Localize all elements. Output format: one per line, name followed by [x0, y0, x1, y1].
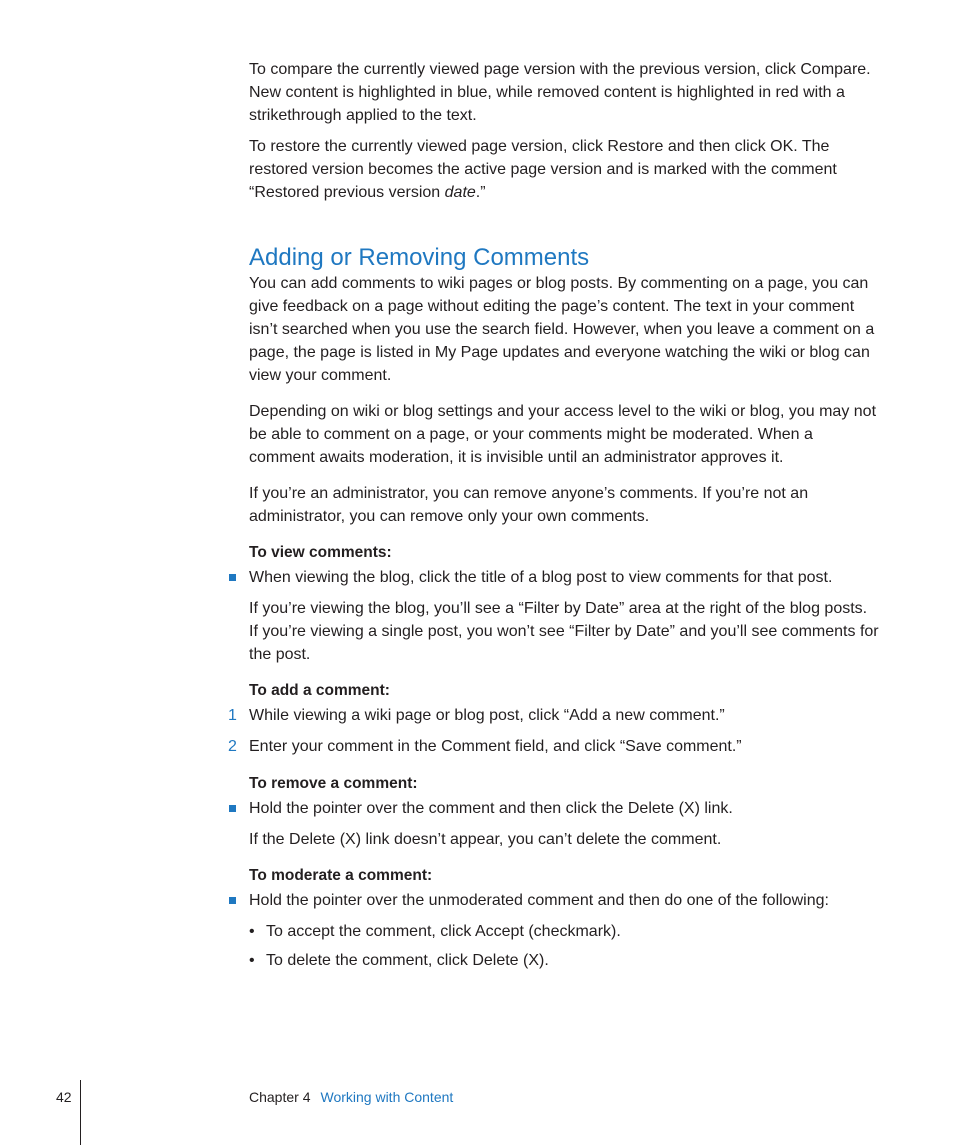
add-comment-step [228, 735, 879, 758]
dot-bullet-icon: • [249, 923, 255, 940]
square-bullet-icon [229, 805, 236, 812]
comments-intro-paragraph: You can add comments to wiki pages or blog posts. By commenting on a page, you can give feedback on a page without editing the page’s content. The text in your comment isn’t searched when you use the search field. However, when you leave a comment on a page, the page is listed in My Page updates and everyone watching the wiki or blog can view your comment. [249, 275, 875, 384]
dot-bullet-icon: • [249, 952, 255, 969]
square-bullet-icon [229, 574, 236, 581]
remove-comment-heading: To remove a comment: [249, 775, 418, 792]
moderate-sub-item-text: To accept the comment, click Accept (checkmark). [266, 923, 621, 940]
square-bullet-icon [229, 897, 236, 904]
compare-paragraph: To compare the currently viewed page version with the previous version, click Compare. New content is highlighted in blue, while removed content is highlighted in red with a strikethrough applied to the text. [249, 61, 871, 124]
view-comments-heading: To view comments: [249, 544, 392, 561]
step-number: 2 [228, 738, 237, 755]
section-heading: Adding or Removing Comments [249, 244, 590, 271]
restore-date-italic: date [444, 184, 476, 201]
chapter-reference [249, 1089, 453, 1105]
footer-divider [80, 1080, 81, 1145]
remove-comment-bullet [249, 797, 879, 820]
step-text: Enter your comment in the Comment field, and click “Save comment.” [249, 738, 742, 755]
page-footer [0, 1080, 954, 1145]
add-comment-heading: To add a comment: [249, 682, 390, 699]
chapter-label: Chapter 4 [249, 1089, 311, 1105]
restore-paragraph [249, 135, 879, 204]
remove-comment-bullet-text: Hold the pointer over the comment and then click the Delete (X) link. [249, 800, 733, 817]
page-number: 42 [56, 1089, 72, 1105]
moderate-sub-item [249, 920, 879, 943]
restore-text: To restore the currently viewed page version, click Restore and then click OK. The restored version becomes the active page version and is marked with the comment “Restored previous version [249, 138, 837, 201]
view-comments-note: If you’re viewing the blog, you’ll see a “Filter by Date” area at the right of the blog posts. If you’re viewing a single post, you won’t see “Filter by Date” and you’ll see comments for the post. [249, 600, 879, 663]
moderate-comment-bullet [249, 889, 879, 912]
chapter-title: Working with Content [320, 1089, 454, 1105]
view-comments-bullet [249, 566, 879, 589]
view-comments-bullet-text: When viewing the blog, click the title of a blog post to view comments for that post. [249, 569, 833, 586]
page-content [228, 58, 879, 978]
restore-text-end: .” [475, 184, 486, 201]
add-comment-step [228, 704, 879, 727]
moderation-paragraph: Depending on wiki or blog settings and your access level to the wiki or blog, you may not be able to comment on a page, or your comments might be moderated. When a comment awaits moderation, it is invisible until an administrator approves it. [249, 403, 877, 466]
admin-paragraph: If you’re an administrator, you can remove anyone’s comments. If you’re not an administrator, you can remove only your own comments. [249, 485, 809, 525]
moderate-sub-item-text: To delete the comment, click Delete (X). [266, 952, 549, 969]
moderate-comment-bullet-text: Hold the pointer over the unmoderated comment and then do one of the following: [249, 892, 829, 909]
moderate-sub-item [249, 949, 879, 972]
remove-comment-note: If the Delete (X) link doesn’t appear, you can’t delete the comment. [249, 831, 722, 848]
moderate-comment-heading: To moderate a comment: [249, 867, 433, 884]
step-text: While viewing a wiki page or blog post, click “Add a new comment.” [249, 707, 725, 724]
step-number: 1 [228, 707, 237, 724]
